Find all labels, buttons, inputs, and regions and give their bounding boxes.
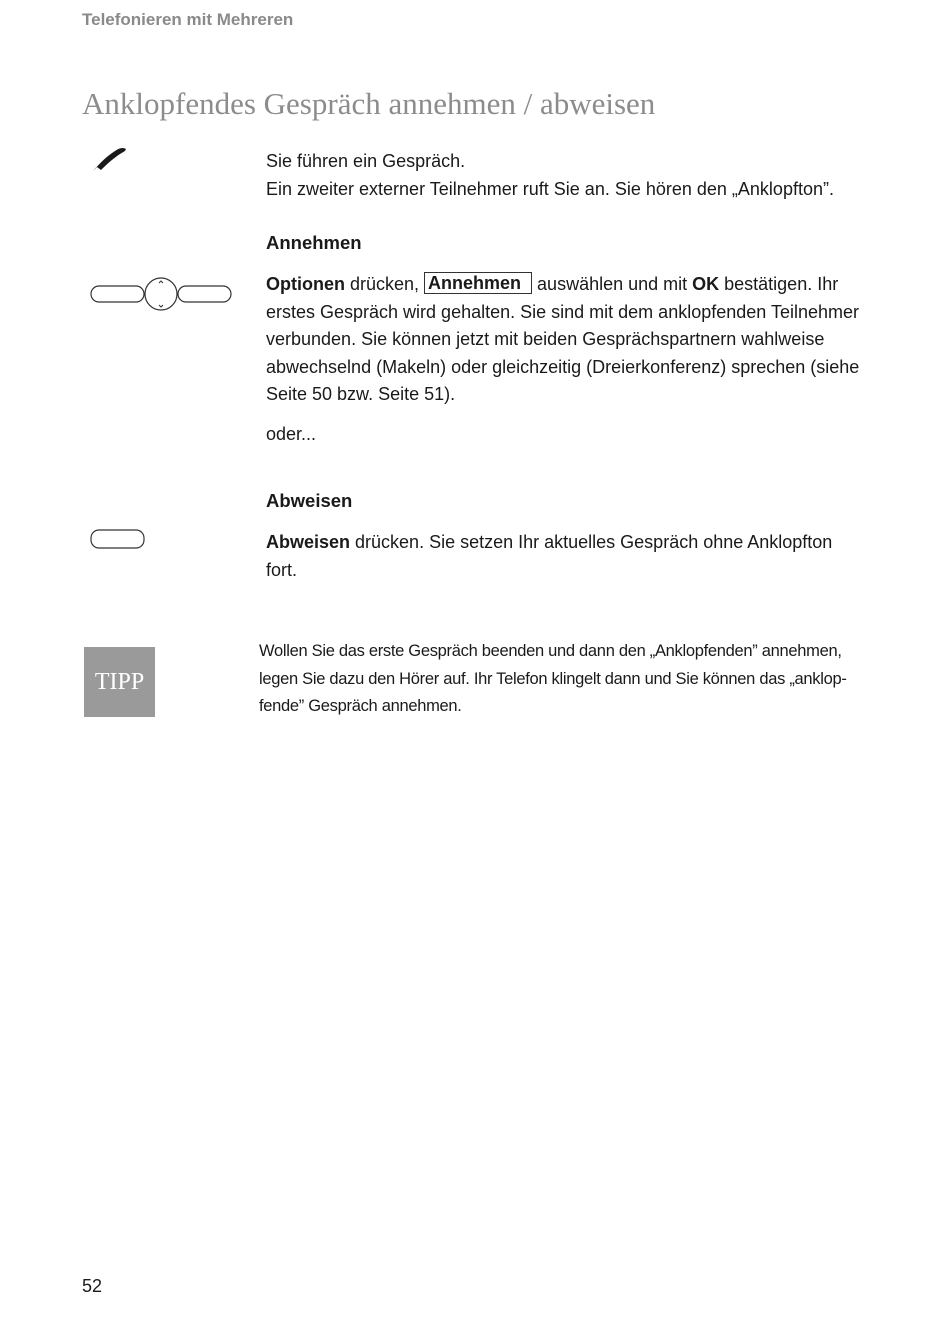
accept-text-2: auswählen und mit xyxy=(532,274,693,294)
accept-paragraph xyxy=(266,271,866,409)
reject-text: drücken. Sie setzen Ihr aktuelles Gespräch ohne Anklopfton fort. xyxy=(266,532,833,580)
running-head: Telefonieren mit Mehreren xyxy=(82,10,294,29)
accept-text-1: drücken, xyxy=(345,274,425,294)
handset-icon xyxy=(90,146,128,176)
intro-text xyxy=(266,148,866,203)
navigation-keys-icon xyxy=(89,275,233,313)
softkey-icon xyxy=(90,528,146,550)
options-key-label: Optionen xyxy=(266,274,345,294)
tip-text: Wollen Sie das erste Gespräch beenden und dann den „Anklopfenden” annehmen, legen Sie dazu den Hörer auf. Ihr Telefon klingelt dann und Sie können das „anklop-fende” Gespräch annehmen. xyxy=(259,642,847,715)
tip-badge: TIPP xyxy=(84,647,155,717)
accept-text-3: bestätigen. Ihr erstes Gespräch wird gehalten. Sie sind mit dem anklopfenden Teilnehmer verbunden. Sie können jetzt mit beiden Gesprächspartnern wahlweise abwechselnd (Makeln) oder gleichzeitig (Dreierkonferenz) sprechen (siehe Seite 50 bzw. Seite 51). xyxy=(266,274,860,404)
reject-key-label: Abweisen xyxy=(266,532,351,552)
reject-paragraph xyxy=(266,529,866,584)
ok-key-label: OK xyxy=(692,274,720,294)
intro-line-2: Ein zweiter externer Teilnehmer ruft Sie an. Sie hören den „Anklopfton”. xyxy=(266,178,834,199)
menu-item-annehmen: Annehmen xyxy=(424,272,532,294)
accept-heading: Annehmen xyxy=(266,232,362,253)
intro-line-1: Sie führen ein Gespräch. xyxy=(266,151,466,171)
or-text: oder... xyxy=(266,424,317,444)
reject-heading: Abweisen xyxy=(266,490,353,511)
page-title: Anklopfendes Gespräch annehmen / abweisen xyxy=(82,86,656,121)
page-number: 52 xyxy=(82,1276,103,1296)
